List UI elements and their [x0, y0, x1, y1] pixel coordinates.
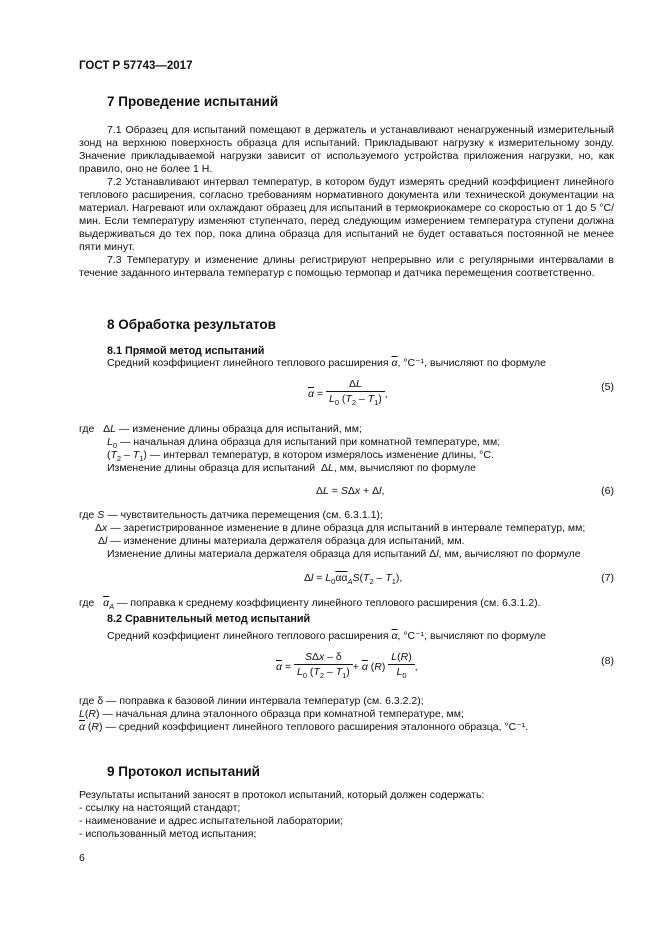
subsection-8-1-title: 8.1 Прямой метод испытаний [107, 345, 265, 357]
formula-5-number: (5) [601, 381, 614, 393]
formula-6-intro: Изменение длины образца для испытаний ΔL, мм, вычисляют по формуле [107, 462, 476, 474]
section-8-title: 8 Обработка результатов [107, 317, 276, 332]
formula-5-intro: Средний коэффициент линейного теплового расширения $\overline{\alpha}$, °С⁻¹, вычисляют по формуле [107, 357, 546, 369]
section-7-title: 7 Проведение испытаний [107, 94, 279, 109]
page-number: 6 [79, 852, 85, 864]
where-dx: Δx — зарегистрированное изменение в длине образца для испытаний в интервале температур, мм; [95, 522, 586, 534]
formula-6-number: (6) [601, 485, 614, 497]
where-S: где S — чувствительность датчика перемещения (см. 6.3.1.1); [79, 509, 383, 521]
formula-7-intro: Изменение длины материала держателя образца для испытаний Δl, мм, вычисляют по формуле [107, 548, 581, 560]
where-alpha-A: где $\overline{\alpha}_A$ — поправка к среднему коэффициенту линейного теплового расширения (см. 6.3.1.2). [79, 597, 541, 612]
list-item: - ссылку на настоящий стандарт; [79, 802, 241, 814]
section-9-title: 9 Протокол испытаний [107, 764, 260, 779]
formula-8: $\overline{\alpha}$ = $\frac{\text{SΔx – δ}}{L_0 (T_2 - T_1)}$ + $\overline{\alpha}$ (R) $\frac{L(R)}{L_0}$ , [276, 651, 418, 681]
formula-5: $\overline{\alpha}$ = $\frac{\Delta L}{L_0 (T_2 - T_1)}$ , [308, 378, 388, 408]
formula-8-intro: Средний коэффициент линейного теплового расширения $\overline{\alpha}$, °С⁻¹, вычисляют по формуле [107, 630, 546, 642]
subsection-8-2-title: 8.2 Сравнительный метод испытаний [107, 613, 311, 625]
intro-tail: , °С⁻¹, вычисляют по формуле [397, 357, 546, 369]
document-header: ГОСТ Р 57743—2017 [79, 60, 193, 72]
where-dL: где ΔL — изменение длины образца для испытаний, мм; [79, 423, 362, 435]
where-L0: $L_0$ — начальная длина образца для испытаний при комнатной температуре, мм; [107, 436, 501, 451]
where-alpha-R: $\overline{\alpha}$ (R) — средний коэффициент линейного теплового расширения эталонного образца, °С⁻¹. [79, 721, 529, 733]
where-delta: где δ — поправка к базовой линии интервала температур (см. 6.3.2.2); [79, 695, 424, 707]
intro-text: Средний коэффициент линейного теплового расширения [107, 357, 389, 369]
paragraph-7-1: 7.1 Образец для испытаний помещают в держатель и устанавливают ненагруженный измерительный зонд на верхнюю поверхность образца для испытаний. Прикладывают нагрузку к измерительному зонду. Значение прикладываемой нагрузки зависит от используемого устройства приложения нагрузки, но, как правило, оно не более 1 Н. [79, 124, 614, 175]
where-LR: L(R) — начальная длина эталонного образца при комнатной температуре, мм; [79, 708, 464, 720]
list-item: - наименование и адрес испытательной лаборатории; [79, 815, 344, 827]
formula-7-number: (7) [601, 572, 614, 584]
where-T: $(T_2 - T_1)$ — интервал температур, в котором измерялось изменение длины, °С. [107, 449, 494, 464]
formula-6: ΔL = SΔx + Δl, [316, 485, 385, 497]
paragraph-7-2: 7.2 Устанавливают интервал температур, в котором будут измерять средний коэффициент линейного теплового расширения, согласно требованиям нормативного документа или технической документации на материал. Нагревают или охлаждают образец для испытаний в термокриокамере со скоростью от 1 до 5 °С/мин. Если температуру изменяют ступенчато, перед следующим измерением температура ступени должна выдерживаться до тех пор, пока длина образца для испытаний не будет оставаться постоянной не менее пяти минут. [79, 176, 614, 253]
list-item: - использованный метод испытания; [79, 828, 257, 840]
where-dl: Δl — изменение длины материала держателя образца для испытаний, мм. [98, 535, 465, 547]
section-7-body [79, 124, 614, 280]
formula-7: $\Delta l = L_0\overline{\alpha}\overline{\alpha}_AS(T_2 - T_1)$, [304, 572, 403, 587]
paragraph-7-3: 7.3 Температуру и изменение длины регистрируют непрерывно или с регулярными интервалами в течение заданного интервала температур с помощью термопар и датчика перемещения соответственно. [79, 254, 614, 279]
formula-8-number: (8) [601, 655, 614, 667]
protocol-intro: Результаты испытаний заносят в протокол испытаний, который должен содержать: [79, 789, 485, 801]
